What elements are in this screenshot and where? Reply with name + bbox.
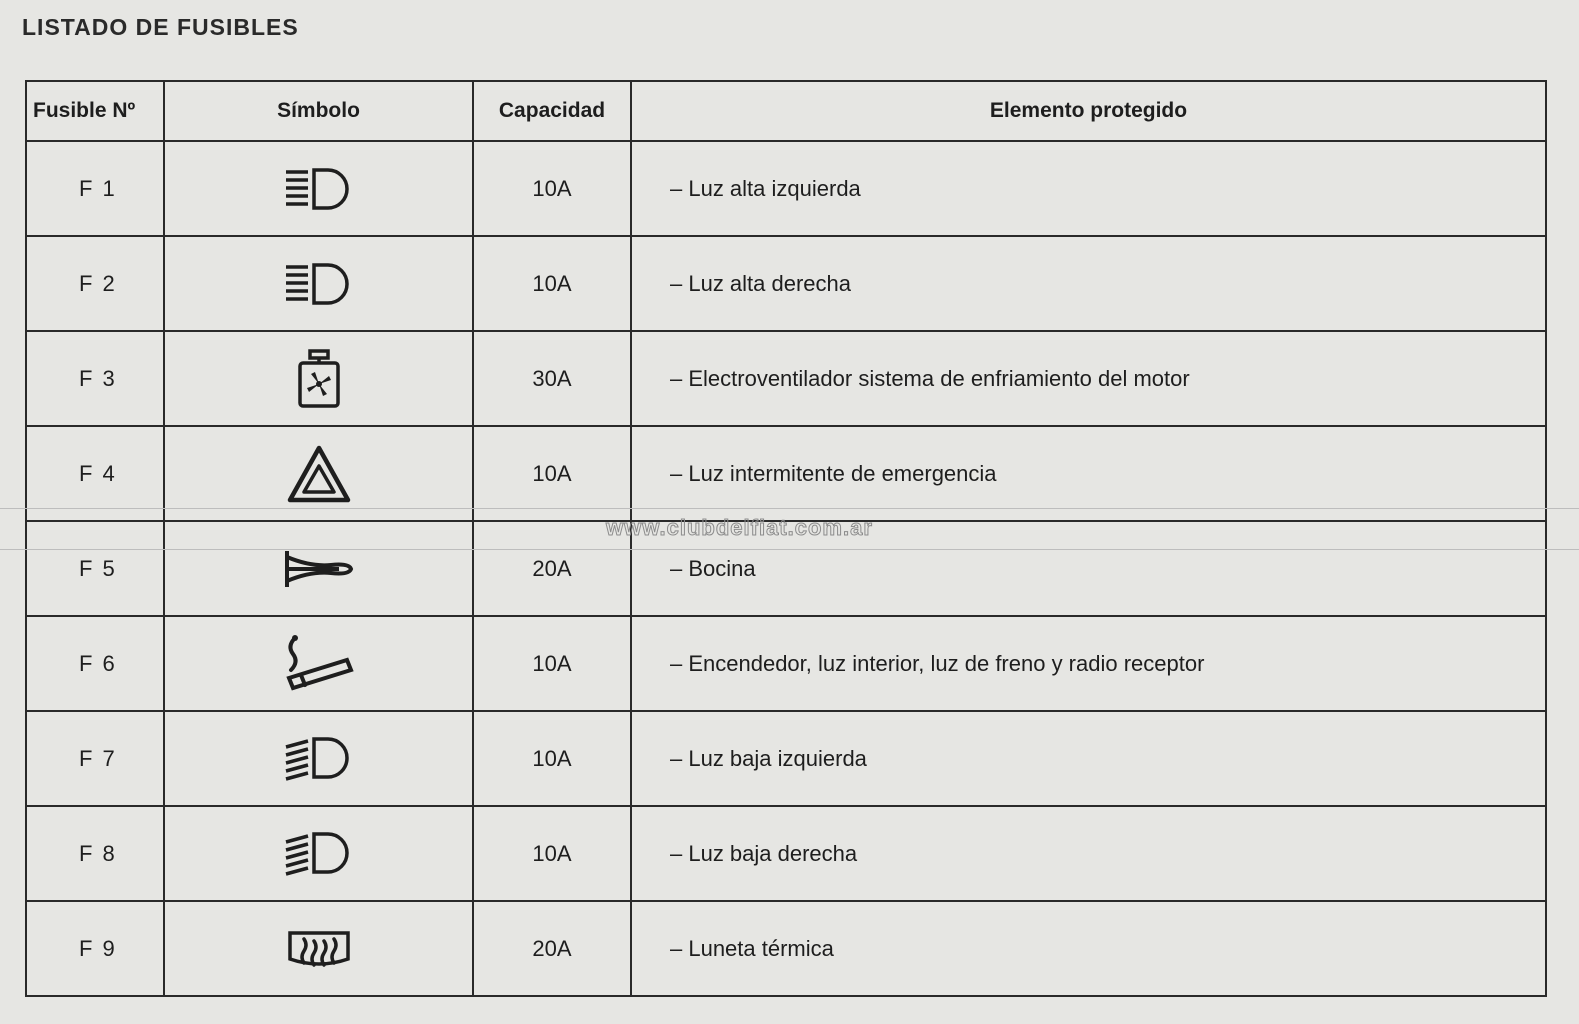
symbol-cell xyxy=(164,141,473,236)
fuse-number: F 8 xyxy=(26,806,164,901)
protected-element-cell: – Luz alta izquierda xyxy=(631,141,1546,236)
header-capacity: Capacidad xyxy=(473,81,631,141)
protected-element-cell: – Bocina xyxy=(631,521,1546,616)
capacity-cell: 30A xyxy=(473,331,631,426)
capacity-cell: 10A xyxy=(473,141,631,236)
table-row xyxy=(26,711,1546,806)
protected-element-cell: – Luz baja derecha xyxy=(631,806,1546,901)
fuse-number: F 2 xyxy=(26,236,164,331)
watermark-text: www.clubdelfiat.com.ar xyxy=(606,515,873,540)
capacity-cell: 10A xyxy=(473,806,631,901)
hazard-warning-icon xyxy=(286,444,352,504)
protected-element-cell: – Encendedor, luz interior, luz de freno y radio receptor xyxy=(631,616,1546,711)
protected-element-cell: – Luneta térmica xyxy=(631,901,1546,996)
watermark-band xyxy=(0,508,1579,550)
table-row xyxy=(26,141,1546,236)
fuse-number: F 4 xyxy=(26,426,164,521)
protected-element-cell: – Luz baja izquierda xyxy=(631,711,1546,806)
table-row xyxy=(26,426,1546,521)
fuse-number: F 1 xyxy=(26,141,164,236)
capacity-cell: 10A xyxy=(473,236,631,331)
radiator-fan-icon xyxy=(294,348,344,410)
capacity-cell: 10A xyxy=(473,426,631,521)
table-row xyxy=(26,331,1546,426)
capacity-cell: 20A xyxy=(473,901,631,996)
table-row xyxy=(26,901,1546,996)
symbol-cell xyxy=(164,426,473,521)
page-title: LISTADO DE FUSIBLES xyxy=(22,14,299,40)
header-fuse-number: Fusible Nº xyxy=(26,81,164,141)
capacity-cell: 20A xyxy=(473,521,631,616)
symbol-cell xyxy=(164,711,473,806)
fuse-number: F 6 xyxy=(26,616,164,711)
low-beam-icon xyxy=(282,733,356,785)
table-row xyxy=(26,806,1546,901)
table-row xyxy=(26,616,1546,711)
symbol-cell xyxy=(164,901,473,996)
table-header-row xyxy=(26,81,1546,141)
low-beam-icon xyxy=(282,828,356,880)
capacity-cell: 10A xyxy=(473,711,631,806)
symbol-cell xyxy=(164,236,473,331)
fuse-number: F 7 xyxy=(26,711,164,806)
cigarette-lighter-icon xyxy=(281,634,357,694)
table-row xyxy=(26,236,1546,331)
symbol-cell xyxy=(164,331,473,426)
high-beam-icon xyxy=(282,164,356,214)
rear-defroster-icon xyxy=(286,925,352,973)
fuse-number: F 3 xyxy=(26,331,164,426)
symbol-cell xyxy=(164,616,473,711)
fuse-number: F 9 xyxy=(26,901,164,996)
protected-element-cell: – Electroventilador sistema de enfriamiento del motor xyxy=(631,331,1546,426)
header-protected-element: Elemento protegido xyxy=(631,81,1546,141)
high-beam-icon xyxy=(282,259,356,309)
horn-icon xyxy=(281,547,357,591)
header-symbol: Símbolo xyxy=(164,81,473,141)
protected-element-cell: – Luz alta derecha xyxy=(631,236,1546,331)
fuse-number: F 5 xyxy=(26,521,164,616)
capacity-cell: 10A xyxy=(473,616,631,711)
symbol-cell xyxy=(164,806,473,901)
protected-element-cell: – Luz intermitente de emergencia xyxy=(631,426,1546,521)
